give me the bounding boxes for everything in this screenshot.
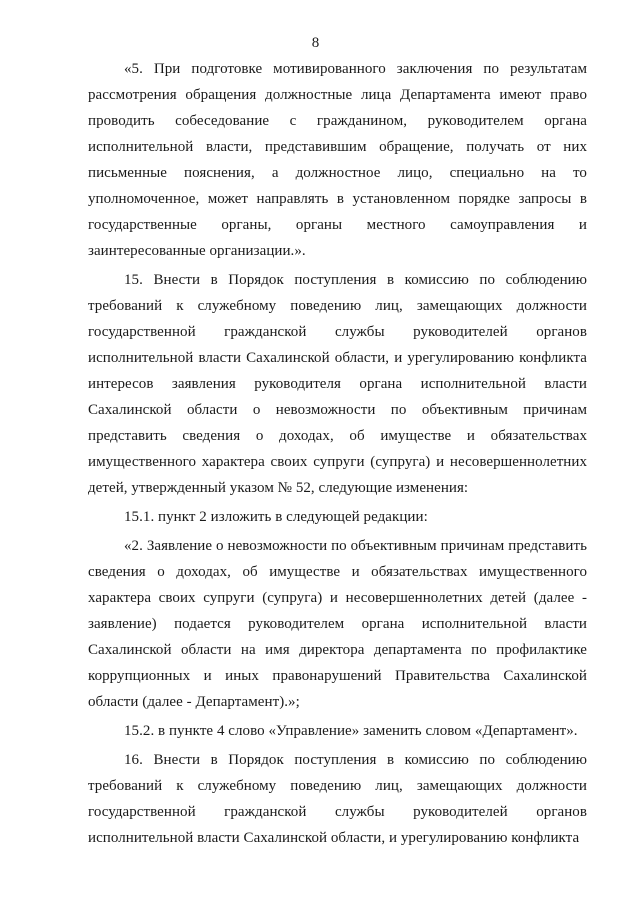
document-body	[88, 56, 587, 851]
paragraph-item-15-1: 15.1. пункт 2 изложить в следующей редакции:	[124, 509, 428, 525]
page-number: 8	[311, 35, 320, 51]
paragraph-quoted-clause-2: «2. Заявление о невозможности по объективным причинам представить сведения о доходах, об имуществе и обязательствах имущественного характера своих супруги (супруга) и несовершеннолетних детей (далее - заявление) подается руководителем органа исполнительной власти Сахалинской области на имя директора департамента по профилактике коррупционных и иных правонарушений Правительства Сахалинской области (далее - Департамент).»;	[88, 538, 587, 710]
paragraph-item-15: 15. Внести в Порядок поступления в комиссию по соблюдению требований к служебному поведению лиц, замещающих должности государственной гражданской службы руководителей органов исполнительной власти Сахалинской области, и урегулированию конфликта интересов заявления руководителя органа исполнительной власти Сахалинской области о невозможности по объективным причинам представить сведения о доходах, об имуществе и обязательствах имущественного характера своих супруги (супруга) и несовершеннолетних детей, утвержденный указом № 52, следующие изменения:	[88, 272, 587, 496]
paragraph-quoted-clause-5: «5. При подготовке мотивированного заключения по результатам рассмотрения обращения должностные лица Департамента имеют право проводить собеседование с гражданином, руководителем органа исполнительной власти, представившим обращение, получать от них письменные пояснения, а должностное лицо, специально на то уполномоченное, может направлять в установленном порядке запросы в государственные органы, органы местного самоуправления и заинтересованные организации.».	[88, 61, 587, 259]
paragraph-item-15-2: 15.2. в пункте 4 слово «Управление» заменить словом «Департамент».	[124, 723, 578, 739]
paragraph-item-16: 16. Внести в Порядок поступления в комиссию по соблюдению требований к служебному поведению лиц, замещающих должности государственной гражданской службы руководителей органов исполнительной власти Сахалинской области, и урегулированию конфликта	[88, 752, 587, 846]
